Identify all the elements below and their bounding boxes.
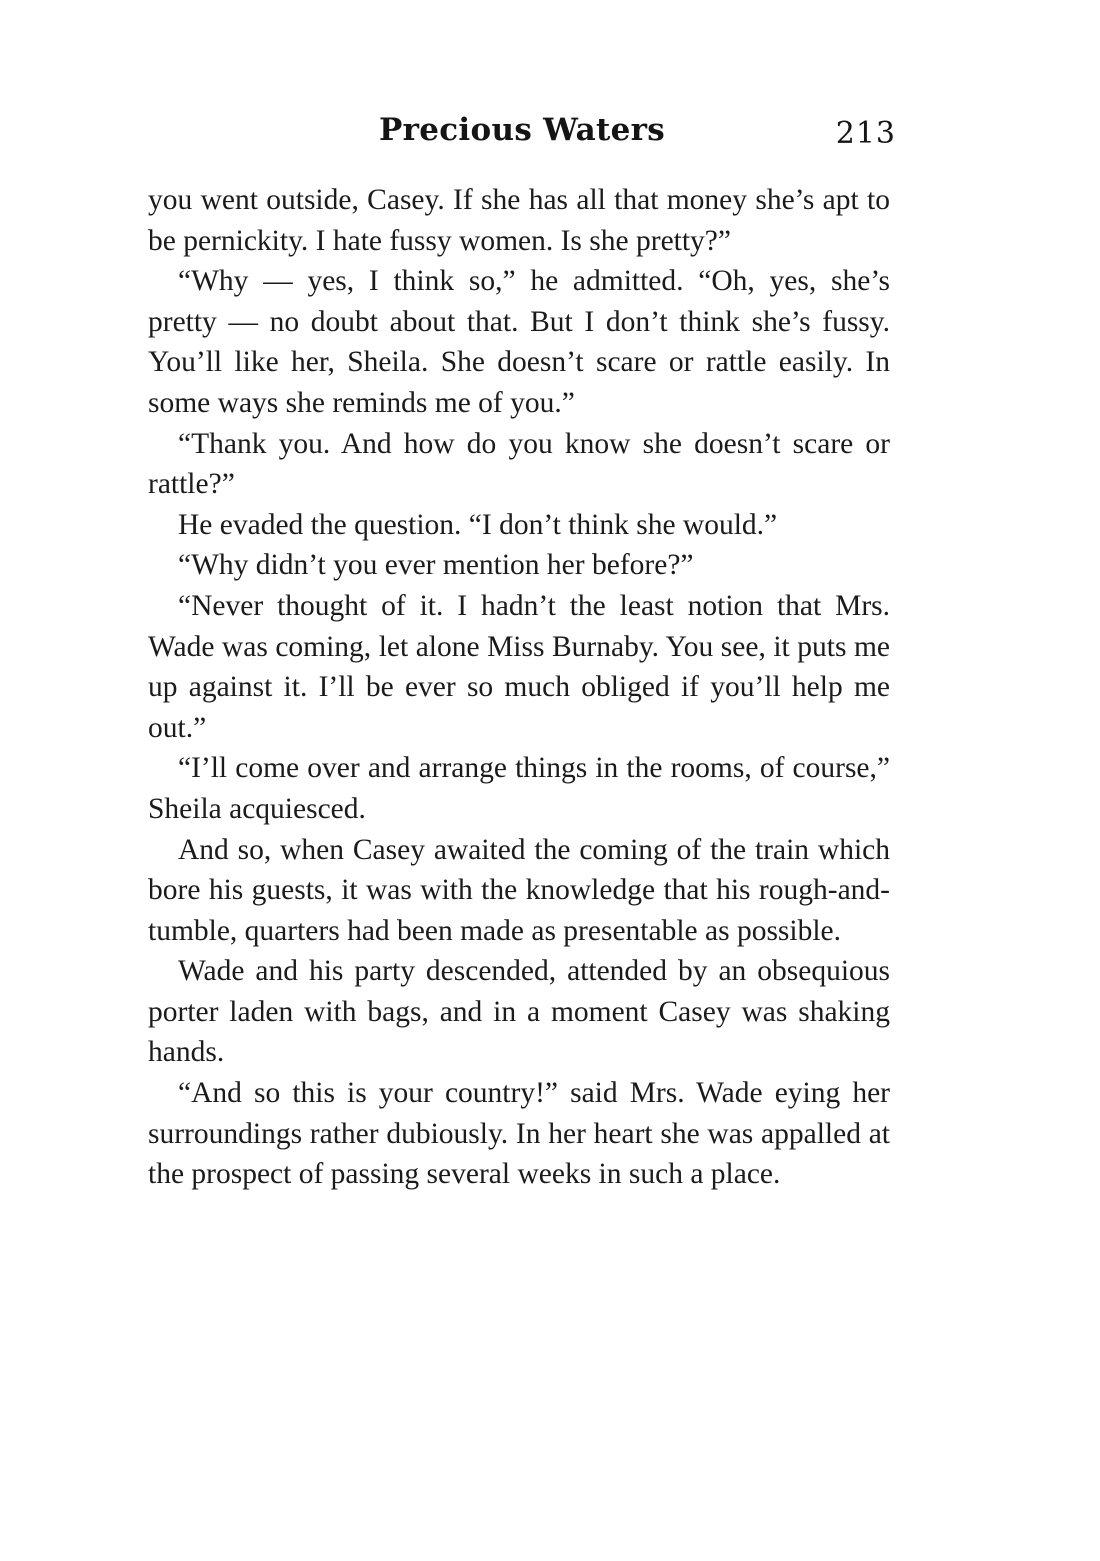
running-head [148,112,896,162]
paragraph-8: And so, when Casey awaited the coming of the train which bore his guests, it was with the knowledge that his rough-and-tumble, quarters had been made as presentable as possible. [148,833,890,947]
paragraph-7: “I’ll come over and arrange things in the rooms, of course,” Sheila acquiesced. [148,752,890,825]
running-title: Precious Waters [378,112,665,148]
paragraph-4: He evaded the question. “I don’t think she would.” [178,508,778,541]
paragraph-1: you went outside, Casey. If she has all that money she’s apt to be pernickity. I hate fussy women. Is she pretty?” [148,184,890,257]
body-text [148,180,890,1195]
paragraph-9: Wade and his party descended, attended by an obsequious porter laden with bags, and in a moment Casey was shaking hands. [148,955,890,1069]
paragraph-10: “And so this is your country!” said Mrs. Wade eying her surroundings rather dubiously. In her heart she was appalled at the prospect of passing several weeks in such a place. [148,1077,890,1191]
paragraph-2: “Why — yes, I think so,” he admitted. “Oh, yes, she’s pretty — no doubt about that. But I don’t think she’s fussy. You’ll like her, Sheila. She doesn’t scare or rattle easily. In some ways she reminds me of you.” [148,265,890,419]
paragraph-6: “Never thought of it. I hadn’t the least notion that Mrs. Wade was coming, let alone Miss Burnaby. You see, it puts me up against it. I’ll be ever so much obliged if you’ll help me out.” [148,589,890,744]
page-number: 213 [835,116,896,151]
paragraph-3: “Thank you. And how do you know she doesn’t scare or rattle?” [148,427,890,501]
paragraph-5: “Why didn’t you ever mention her before?” [178,549,694,582]
